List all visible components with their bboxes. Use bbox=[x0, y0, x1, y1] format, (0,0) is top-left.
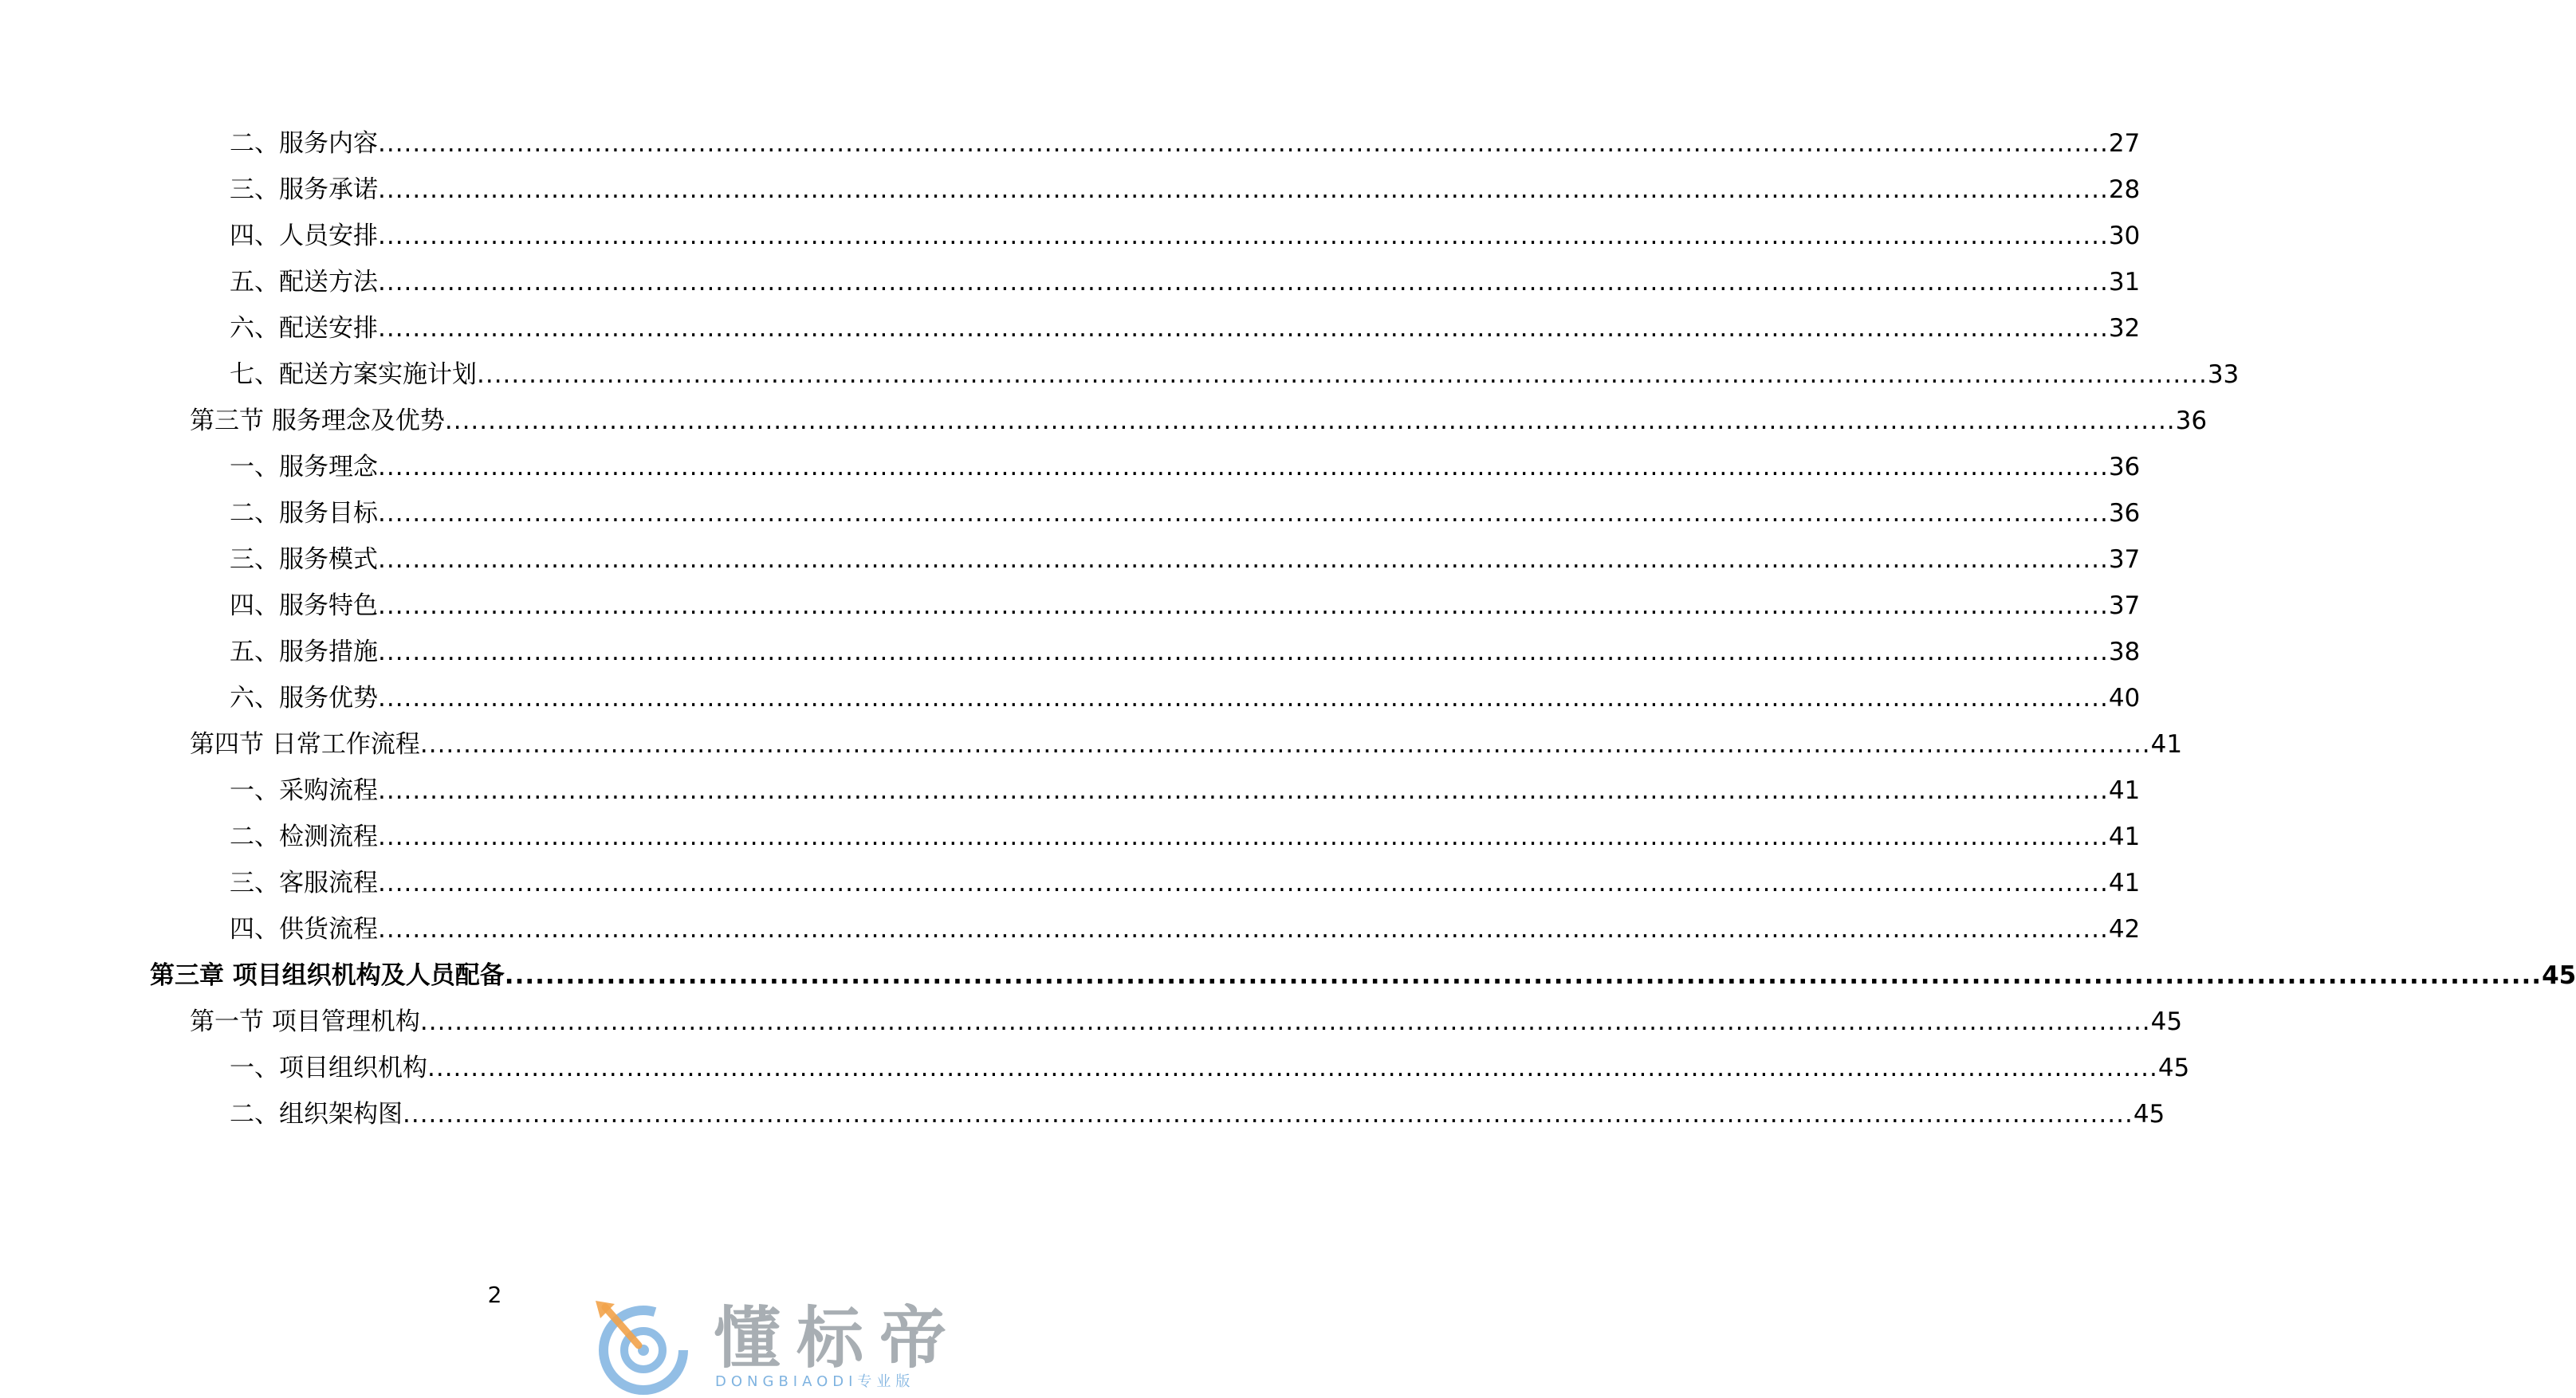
toc-entry[interactable] bbox=[230, 359, 2240, 391]
toc-entry[interactable] bbox=[190, 728, 2183, 760]
toc-entry-page: 37 bbox=[2108, 591, 2141, 620]
toc-entry-title: 第三节 服务理念及优势 bbox=[190, 406, 445, 435]
toc-entry[interactable] bbox=[230, 682, 2141, 714]
watermark-subtitle: DONGBIAODI专业版 bbox=[715, 1373, 915, 1390]
toc-dot-leader: ........................................................................................................................................................................................................ bbox=[378, 268, 2109, 296]
toc-entry[interactable] bbox=[230, 867, 2141, 899]
toc-entry-page: 37 bbox=[2108, 545, 2141, 574]
toc-entry-title: 五、服务措施 bbox=[230, 638, 378, 666]
toc-entry[interactable] bbox=[190, 405, 2208, 437]
toc-entry-title: 二、服务内容 bbox=[230, 129, 378, 158]
toc-entry[interactable] bbox=[230, 1052, 2190, 1084]
toc-entry-page: 45 bbox=[2542, 961, 2576, 990]
toc-entry[interactable] bbox=[230, 636, 2141, 668]
toc-entry-title: 三、服务模式 bbox=[230, 545, 378, 574]
toc-entry-title: 六、配送安排 bbox=[230, 314, 378, 343]
toc-dot-leader: ........................................................................................................................................................................................................ bbox=[378, 499, 2109, 528]
watermark-brand-text: 懂标帝 bbox=[714, 1299, 963, 1377]
toc-entry-page: 38 bbox=[2108, 638, 2141, 666]
toc-entry-page: 33 bbox=[2207, 360, 2240, 389]
toc-entry[interactable] bbox=[230, 128, 2141, 159]
toc-entry[interactable] bbox=[150, 960, 2576, 992]
toc-entry[interactable] bbox=[230, 220, 2141, 252]
toc-dot-leader: ........................................................................................................................................................................................................ bbox=[378, 684, 2109, 713]
toc-entry[interactable] bbox=[230, 913, 2141, 945]
toc-entry[interactable] bbox=[230, 821, 2141, 853]
toc-entry-page: 28 bbox=[2108, 175, 2141, 204]
toc-entry-page: 32 bbox=[2108, 314, 2141, 343]
toc-dot-leader: ........................................................................................................................................................................................................ bbox=[378, 638, 2109, 666]
toc-dot-leader: ........................................................................................................................................................................................................ bbox=[378, 823, 2109, 851]
toc-dot-leader: ........................................................................................................................................................................................................ bbox=[378, 545, 2109, 574]
toc-dot-leader: ........................................................................................................................................................................................................ bbox=[378, 915, 2109, 944]
toc-entry-page: 27 bbox=[2108, 129, 2141, 158]
toc-entry-title: 一、项目组织机构 bbox=[230, 1054, 427, 1082]
toc-entry[interactable] bbox=[230, 775, 2141, 807]
toc-dot-leader: ........................................................................................................................................................................................................ bbox=[419, 730, 2151, 759]
toc-dot-leader: ........................................................................................................................................................................................................ bbox=[419, 1007, 2151, 1036]
toc-entry-page: 45 bbox=[2133, 1100, 2165, 1129]
toc-dot-leader: ........................................................................................................................................................................................................ bbox=[378, 175, 2109, 204]
toc-entry[interactable] bbox=[230, 497, 2141, 529]
toc-dot-leader: ........................................................................................................................................................................................................ bbox=[477, 360, 2208, 389]
toc-entry[interactable] bbox=[230, 544, 2141, 575]
toc-entry-title: 一、采购流程 bbox=[230, 776, 378, 805]
toc-entry-title: 一、服务理念 bbox=[230, 453, 378, 481]
toc-entry-title: 四、人员安排 bbox=[230, 222, 378, 250]
toc-dot-leader: ........................................................................................................................................................................................................ bbox=[378, 591, 2109, 620]
toc-entry-page: 36 bbox=[2108, 453, 2141, 481]
toc-entry-page: 31 bbox=[2108, 268, 2141, 296]
toc-dot-leader: ........................................................................................................................................................................................................ bbox=[378, 222, 2109, 250]
toc-entry-title: 二、检测流程 bbox=[230, 823, 378, 851]
toc-entry-title: 六、服务优势 bbox=[230, 684, 378, 713]
toc-dot-leader: ........................................................................................................................................................................................................ bbox=[403, 1100, 2134, 1129]
toc-entry-page: 30 bbox=[2108, 222, 2141, 250]
toc-entry-title: 五、配送方法 bbox=[230, 268, 378, 296]
toc-entry-title: 七、配送方案实施计划 bbox=[230, 360, 477, 389]
toc-entry-title: 四、供货流程 bbox=[230, 915, 378, 944]
toc-entry[interactable] bbox=[230, 1098, 2165, 1130]
toc-entry-page: 36 bbox=[2175, 406, 2208, 435]
toc-entry-page: 41 bbox=[2108, 823, 2141, 851]
toc-dot-leader: ........................................................................................................................................................................................................ bbox=[378, 453, 2109, 481]
toc-entry-page: 36 bbox=[2108, 499, 2141, 528]
toc-dot-leader: ........................................................................................................................................................................................................ bbox=[378, 776, 2109, 805]
page-number: 2 bbox=[487, 1282, 502, 1308]
toc-entry-page: 41 bbox=[2150, 730, 2183, 759]
toc-entry-page: 40 bbox=[2108, 684, 2141, 713]
toc-entry-title: 第一节 项目管理机构 bbox=[190, 1007, 420, 1036]
toc-entry[interactable] bbox=[230, 266, 2141, 298]
toc-entry[interactable] bbox=[230, 174, 2141, 206]
toc-entry[interactable] bbox=[230, 451, 2141, 483]
toc-entry-page: 45 bbox=[2157, 1054, 2190, 1082]
toc-entry-title: 第四节 日常工作流程 bbox=[190, 730, 420, 759]
toc-entry-page: 41 bbox=[2108, 776, 2141, 805]
target-arrow-icon bbox=[594, 1301, 690, 1395]
toc-entry[interactable] bbox=[190, 1006, 2183, 1038]
toc-entry-title: 三、服务承诺 bbox=[230, 175, 378, 204]
toc-entry-title: 第三章 项目组织机构及人员配备 bbox=[150, 961, 505, 990]
toc-entry-page: 41 bbox=[2108, 869, 2141, 897]
toc-dot-leader: ........................................................................................................................................................................................................ bbox=[378, 869, 2109, 897]
toc-entry-title: 四、服务特色 bbox=[230, 591, 378, 620]
toc-entry[interactable] bbox=[230, 590, 2141, 622]
watermark-logo bbox=[594, 1301, 969, 1395]
toc-dot-leader: ........................................................................................................................................................................................................ bbox=[378, 129, 2109, 158]
toc-dot-leader: ........................................................................................................................................................................................................ bbox=[504, 961, 2543, 990]
toc-dot-leader: ........................................................................................................................................................................................................ bbox=[427, 1054, 2158, 1082]
toc-entry[interactable] bbox=[230, 312, 2141, 344]
toc-entry-page: 42 bbox=[2108, 915, 2141, 944]
toc-entry-title: 二、组织架构图 bbox=[230, 1100, 403, 1129]
toc-dot-leader: ........................................................................................................................................................................................................ bbox=[378, 314, 2109, 343]
toc-entry-page: 45 bbox=[2150, 1007, 2183, 1036]
toc-dot-leader: ........................................................................................................................................................................................................ bbox=[444, 406, 2176, 435]
toc-entry-title: 三、客服流程 bbox=[230, 869, 378, 897]
toc-entry-title: 二、服务目标 bbox=[230, 499, 378, 528]
